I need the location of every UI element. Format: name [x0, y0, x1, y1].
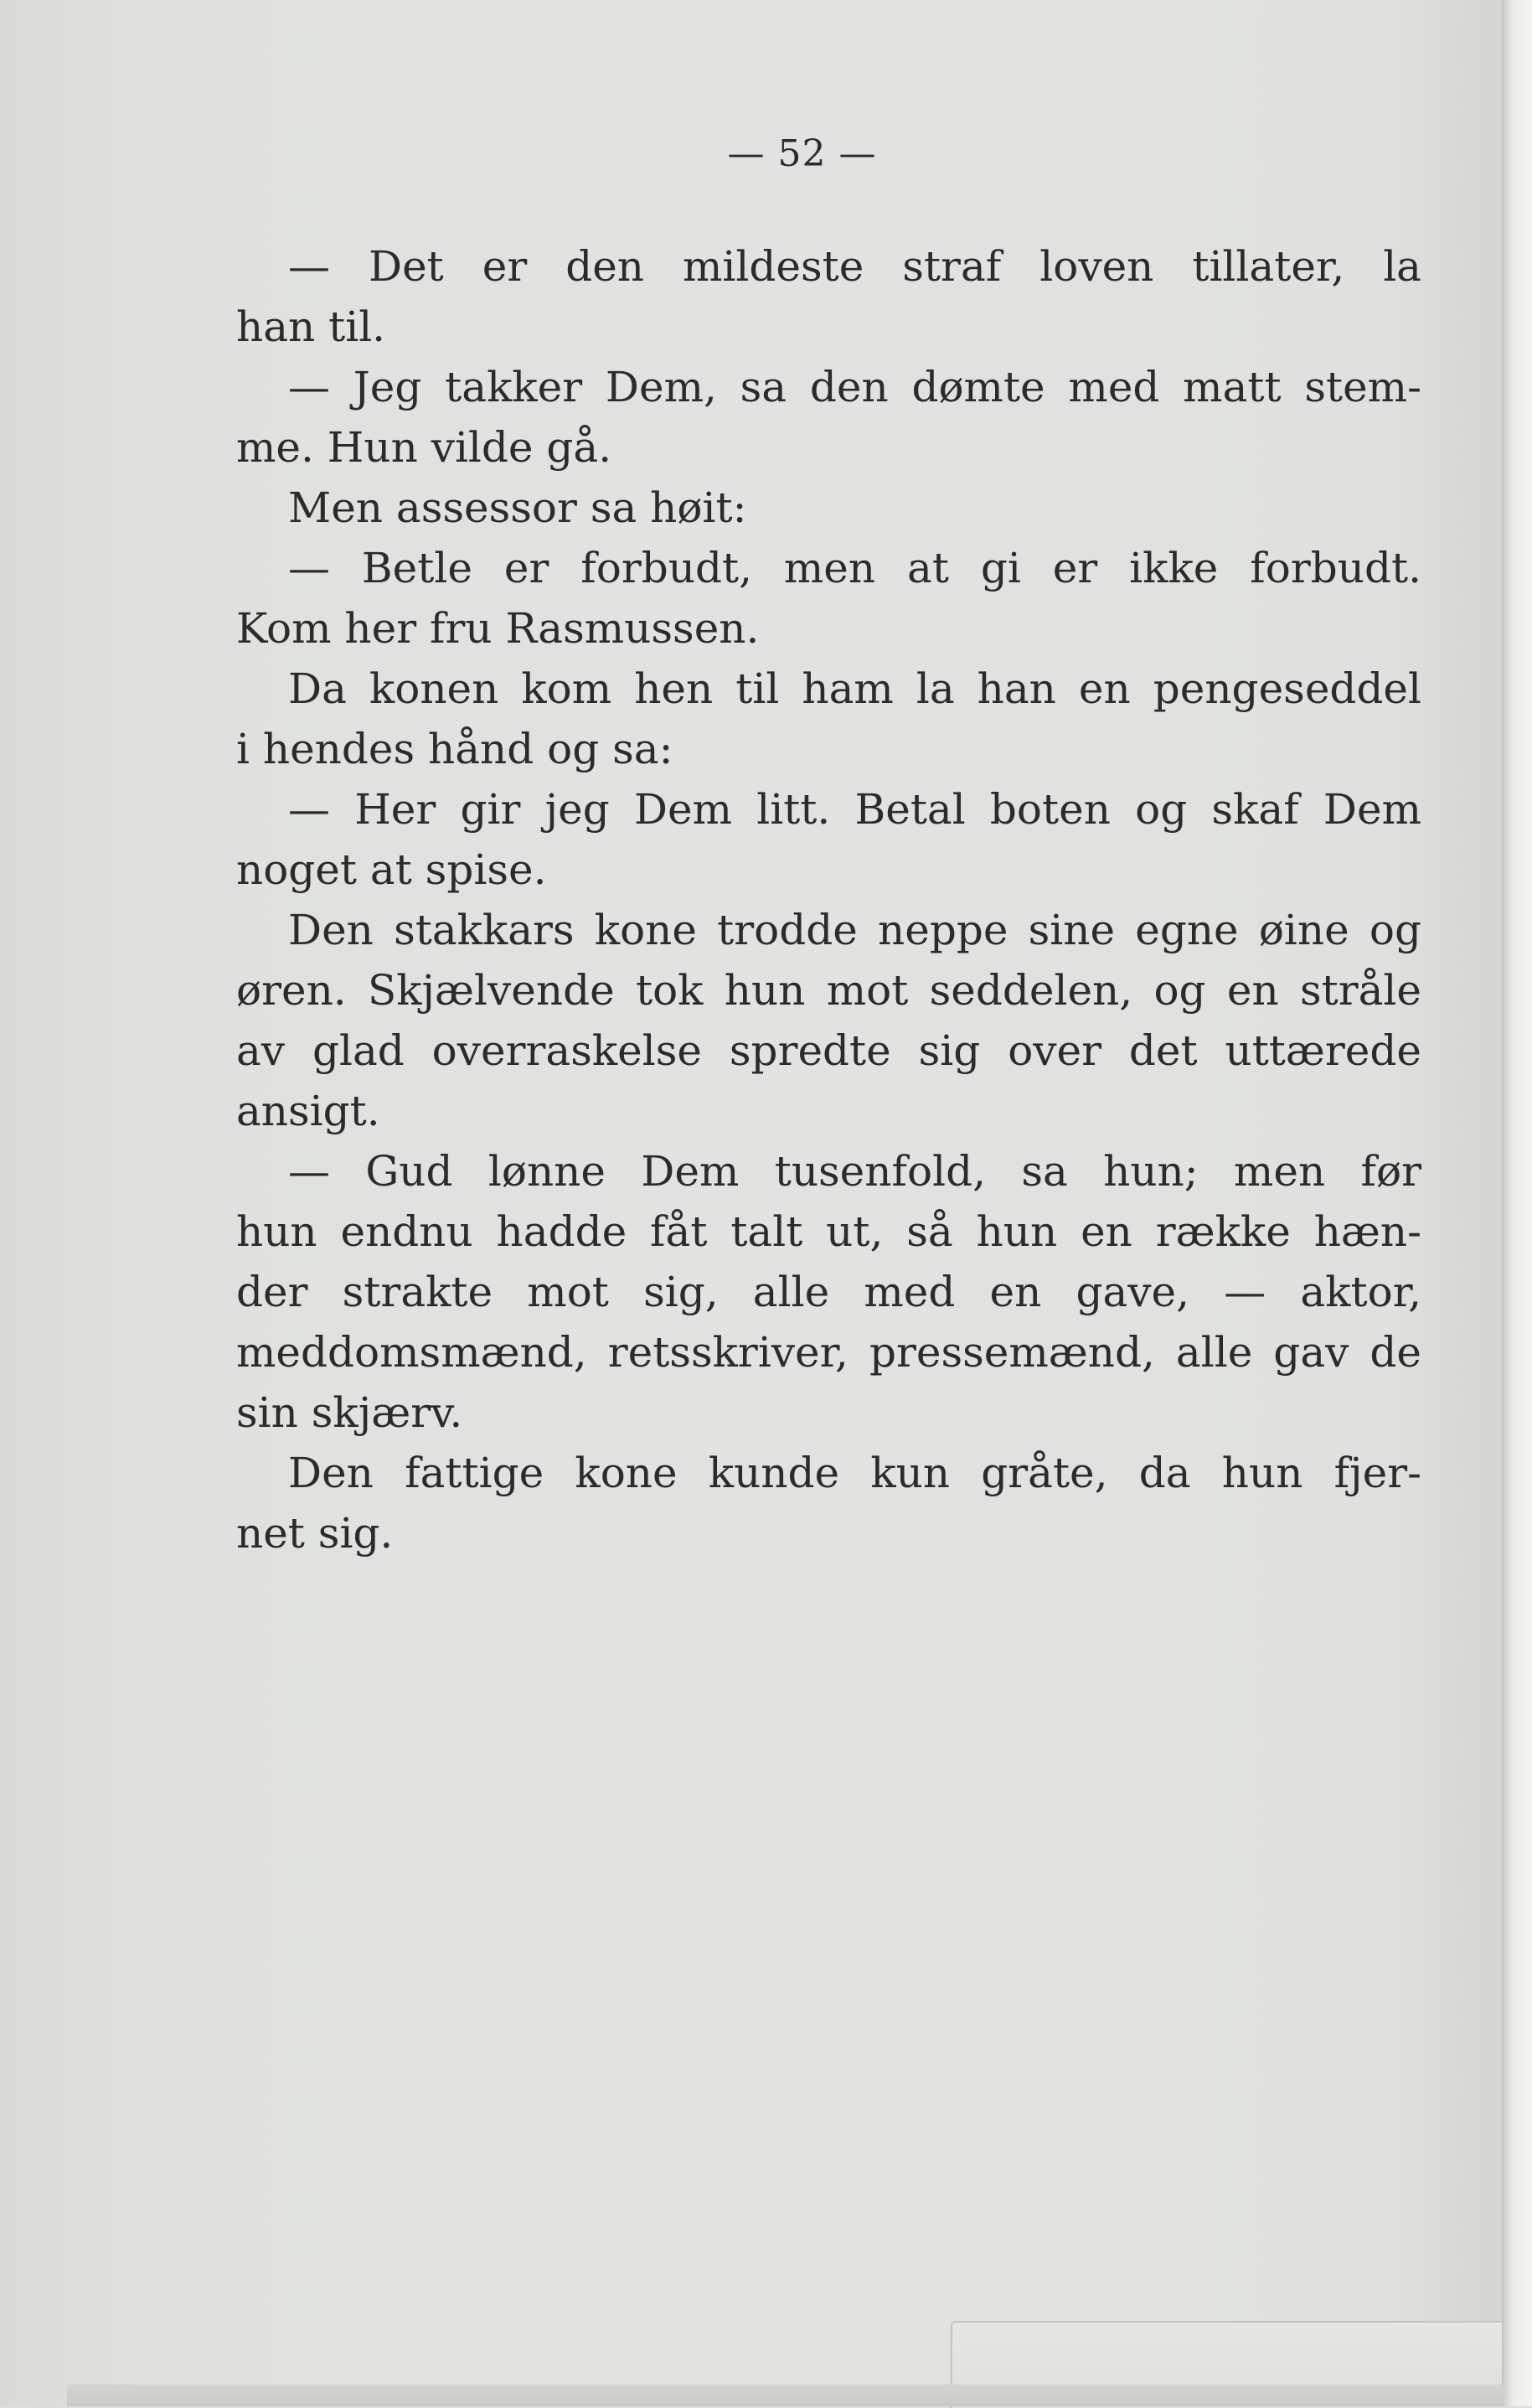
text-line: Den stakkars kone trodde neppe sine egne øine og: [288, 906, 1421, 954]
text-line: — Jeg takker Dem, sa den dømte med matt stem-: [288, 363, 1421, 411]
text-line: hun endnu hadde fåt talt ut, så hun en række hæn-: [236, 1207, 1421, 1256]
page-edge: [1502, 0, 1532, 2406]
text-line: — Gud lønne Dem tusenfold, sa hun; men før: [288, 1147, 1421, 1196]
text-line: Men assessor sa høit:: [288, 483, 747, 532]
page-number: — 52 —: [727, 132, 877, 175]
text-line: — Betle er forbudt, men at gi er ikke forbudt.: [288, 544, 1421, 592]
text-line: Da konen kom hen til ham la han en pengeseddel: [288, 664, 1421, 713]
page-text: [236, 236, 1421, 1563]
text-line: ansigt.: [236, 1087, 380, 1135]
text-line: der strakte mot sig, alle med en gave, — aktor,: [236, 1268, 1421, 1316]
text-line: sin skjærv.: [236, 1388, 463, 1437]
text-line: — Det er den mildeste straf loven tillater, la: [288, 242, 1421, 291]
text-line: Den fattige kone kunde kun gråte, da hun fjer-: [288, 1449, 1421, 1497]
text-line: me. Hun vilde gå.: [236, 423, 612, 472]
text-line: han til.: [236, 302, 386, 351]
text-line: øren. Skjælvende tok hun mot seddelen, og en stråle: [236, 966, 1421, 1015]
text-line: — Her gir jeg Dem litt. Betal boten og skaf Dem: [288, 785, 1421, 834]
text-line: Kom her fru Rasmussen.: [236, 604, 760, 653]
text-line: av glad overraskelse spredte sig over det uttærede: [236, 1026, 1421, 1075]
text-line: net sig.: [236, 1509, 394, 1558]
scan-bottom-edge: [67, 2385, 1504, 2406]
text-line: i hendes hånd og sa:: [236, 725, 673, 773]
text-line: noget at spise.: [236, 845, 547, 894]
text-line: meddomsmænd, retsskriver, pressemænd, alle gav de: [236, 1328, 1421, 1377]
